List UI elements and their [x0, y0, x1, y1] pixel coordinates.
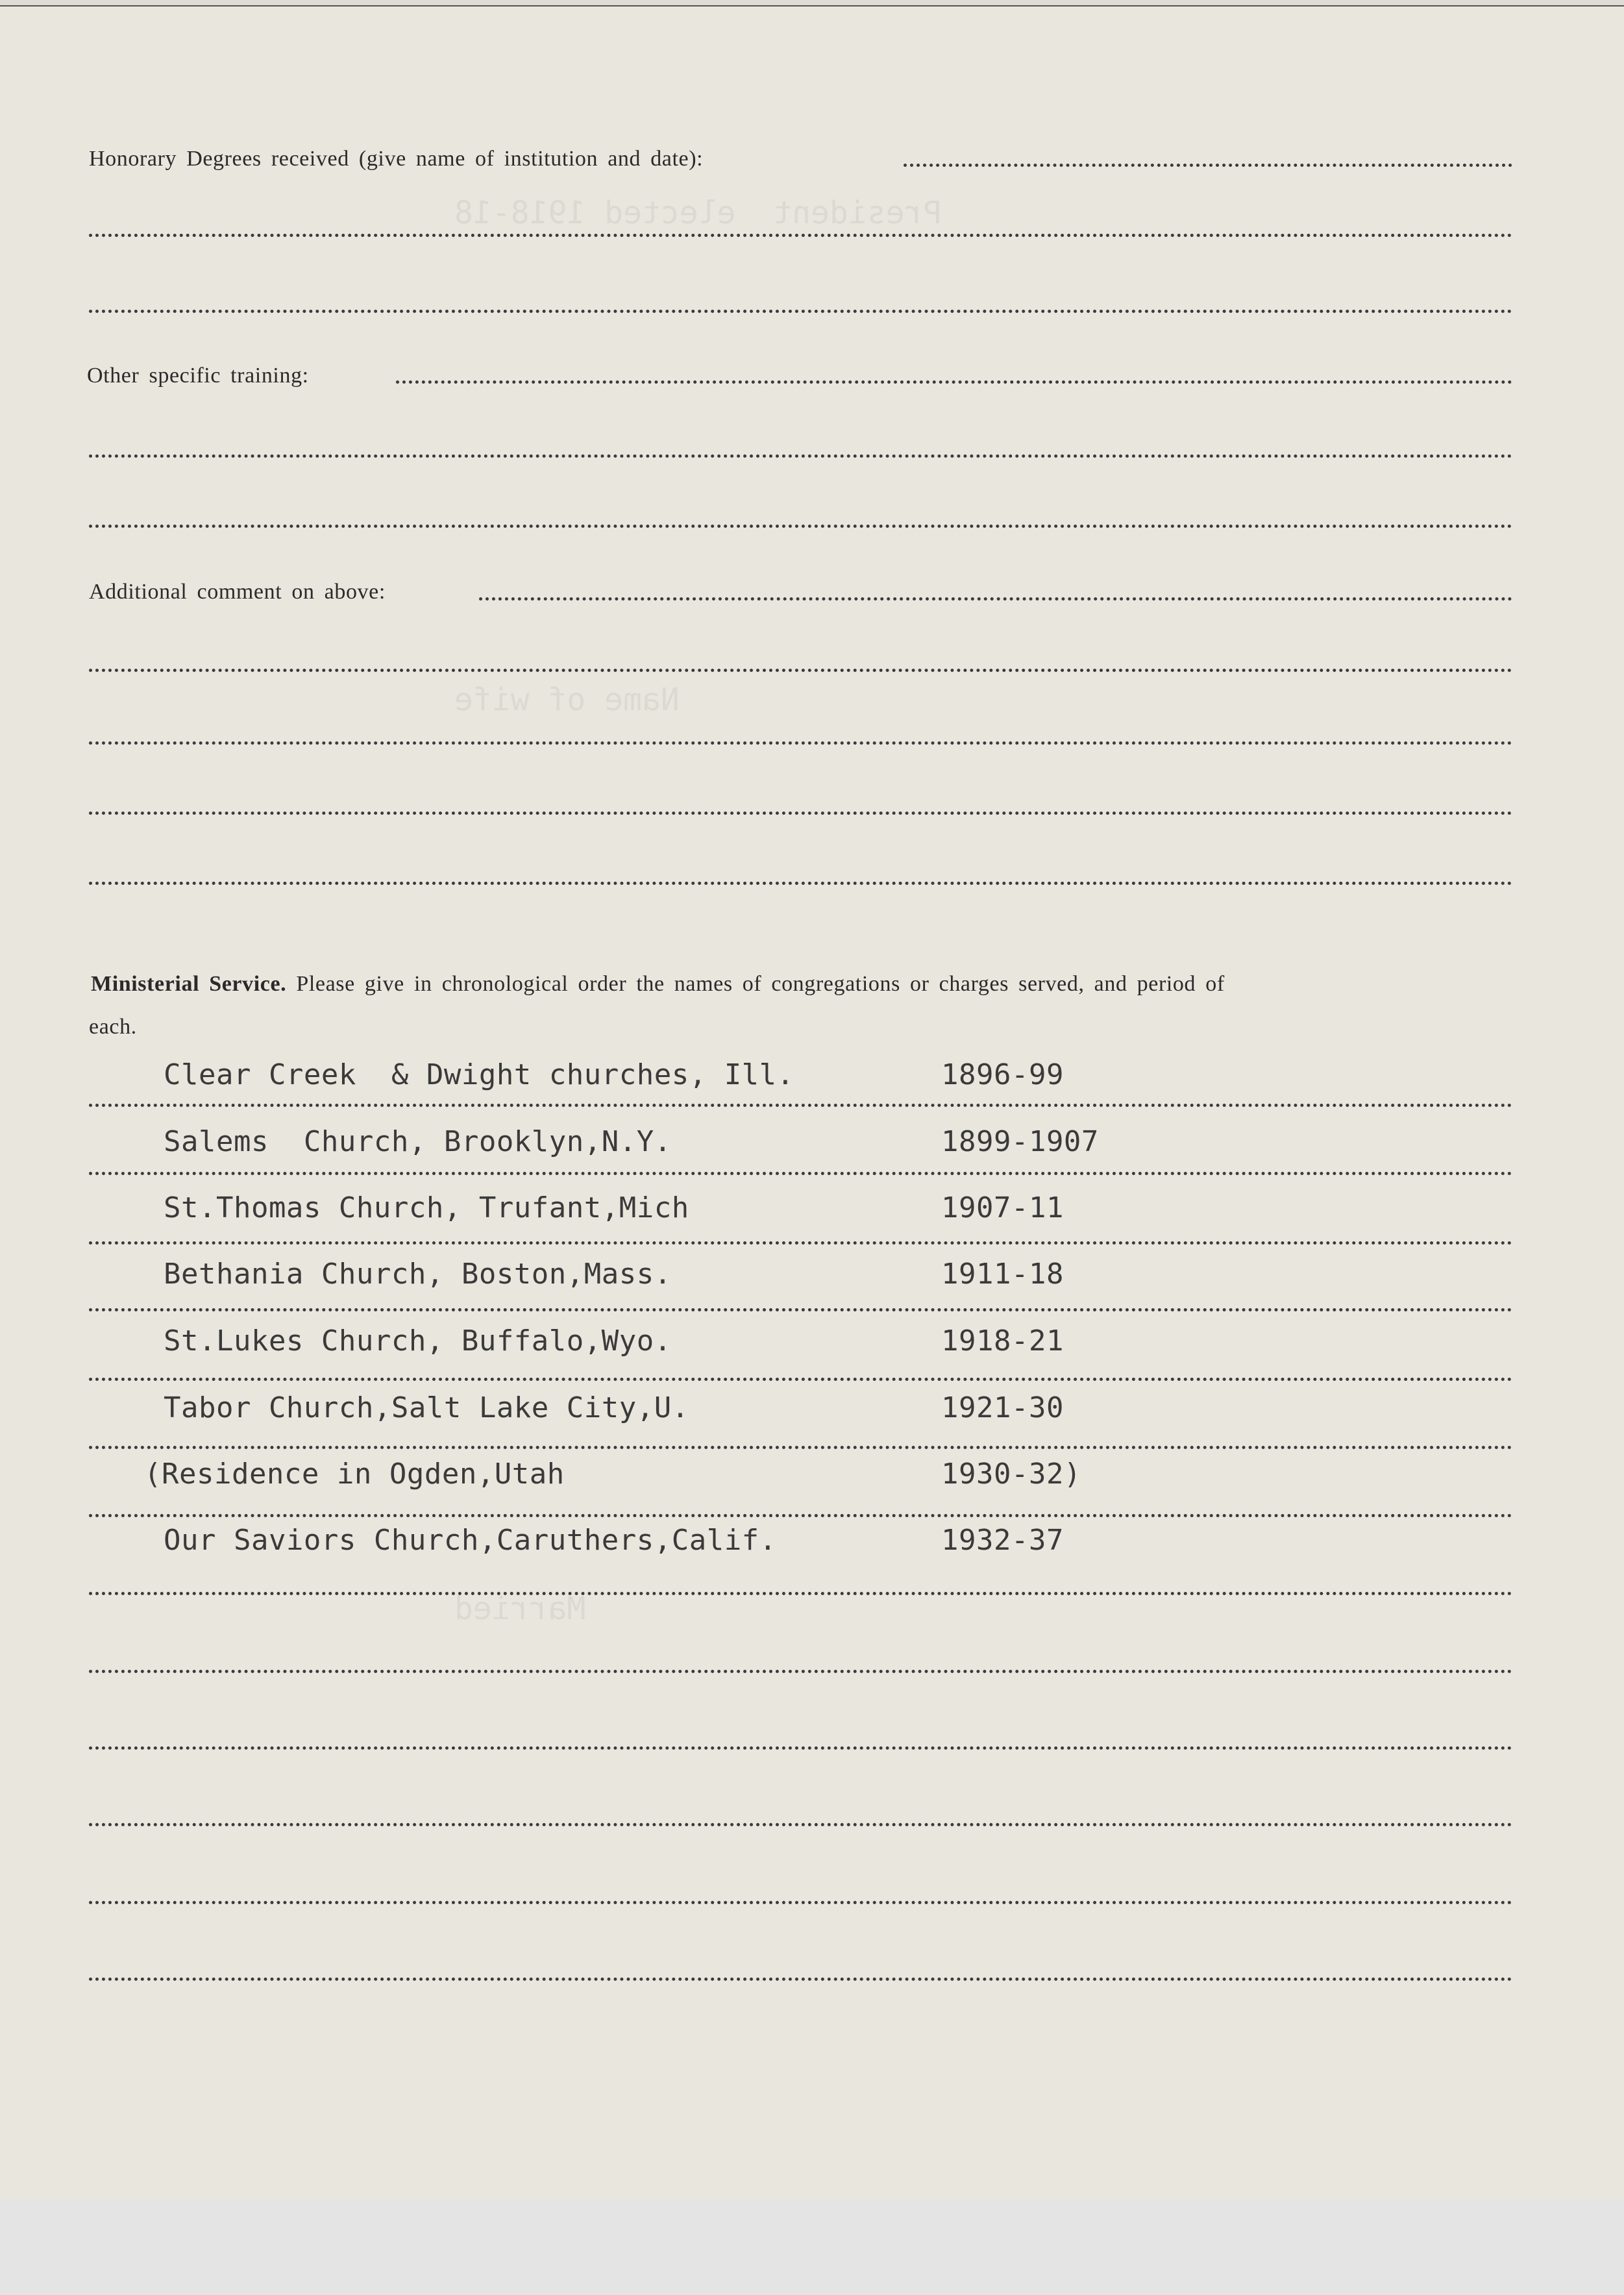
service-period: 1899-1907: [941, 1125, 1099, 1158]
honorary-degrees-line[interactable]: [89, 234, 1512, 237]
service-place: (Residence in Ogden,Utah: [144, 1458, 565, 1491]
additional-comment-label: Additional comment on above:: [89, 580, 386, 604]
additional-comment-line[interactable]: [89, 741, 1512, 745]
additional-comment-line[interactable]: [89, 812, 1512, 815]
honorary-degrees-label: Honorary Degrees received (give name of institution and date):: [89, 147, 704, 171]
bleed-through-text: Married: [454, 1591, 586, 1627]
service-period: 1911-18: [941, 1258, 1064, 1291]
service-line[interactable]: [89, 1172, 1512, 1175]
service-line[interactable]: [89, 1823, 1512, 1826]
service-place: St.Lukes Church, Buffalo,Wyo.: [164, 1324, 672, 1358]
other-training-label: Other specific training:: [87, 364, 309, 388]
service-line[interactable]: [89, 1514, 1512, 1517]
service-place: Our Saviors Church,Caruthers,Calif.: [164, 1524, 777, 1557]
other-training-line[interactable]: [89, 525, 1512, 528]
ministerial-service-text-cont: each.: [89, 1015, 137, 1039]
service-place: Bethania Church, Boston,Mass.: [164, 1258, 672, 1291]
service-line[interactable]: [89, 1241, 1512, 1245]
additional-comment-line[interactable]: [89, 669, 1512, 672]
service-period: 1932-37: [941, 1524, 1064, 1557]
service-place: Clear Creek & Dwight churches, Ill.: [164, 1058, 794, 1091]
service-line[interactable]: [89, 1308, 1512, 1311]
ministerial-service-text: Please give in chronological order the names of congregations or charges served, and period of: [296, 972, 1225, 996]
honorary-degrees-line[interactable]: [89, 310, 1512, 313]
bleed-through-text: President elected 1918-18: [454, 195, 942, 231]
ministerial-service-instructions: [91, 972, 1225, 997]
bleed-through-text: Name of wife: [454, 682, 680, 718]
additional-comment-line[interactable]: [479, 597, 1512, 601]
service-line[interactable]: [89, 1446, 1512, 1449]
service-period: 1907-11: [941, 1191, 1064, 1224]
scan-background: [0, 2200, 1624, 2295]
ministerial-service-heading: Ministerial Service.: [91, 972, 287, 996]
other-training-line[interactable]: [89, 454, 1512, 458]
service-line[interactable]: [89, 1978, 1512, 1981]
service-line[interactable]: [89, 1901, 1512, 1904]
service-place: Salems Church, Brooklyn,N.Y.: [164, 1125, 672, 1158]
form-page: [0, 5, 1624, 2201]
service-place: St.Thomas Church, Trufant,Mich: [164, 1191, 689, 1224]
service-period: 1896-99: [941, 1058, 1064, 1091]
additional-comment-line[interactable]: [89, 882, 1512, 885]
service-line[interactable]: [89, 1378, 1512, 1381]
service-line[interactable]: [89, 1670, 1512, 1673]
other-training-line[interactable]: [396, 380, 1512, 384]
service-line[interactable]: [89, 1592, 1512, 1595]
service-place: Tabor Church,Salt Lake City,U.: [164, 1391, 689, 1424]
service-period: 1921-30: [941, 1391, 1064, 1424]
service-line[interactable]: [89, 1104, 1512, 1107]
honorary-degrees-line[interactable]: [904, 164, 1512, 167]
service-period: 1930-32): [941, 1458, 1081, 1491]
service-period: 1918-21: [941, 1324, 1064, 1358]
service-line[interactable]: [89, 1746, 1512, 1750]
